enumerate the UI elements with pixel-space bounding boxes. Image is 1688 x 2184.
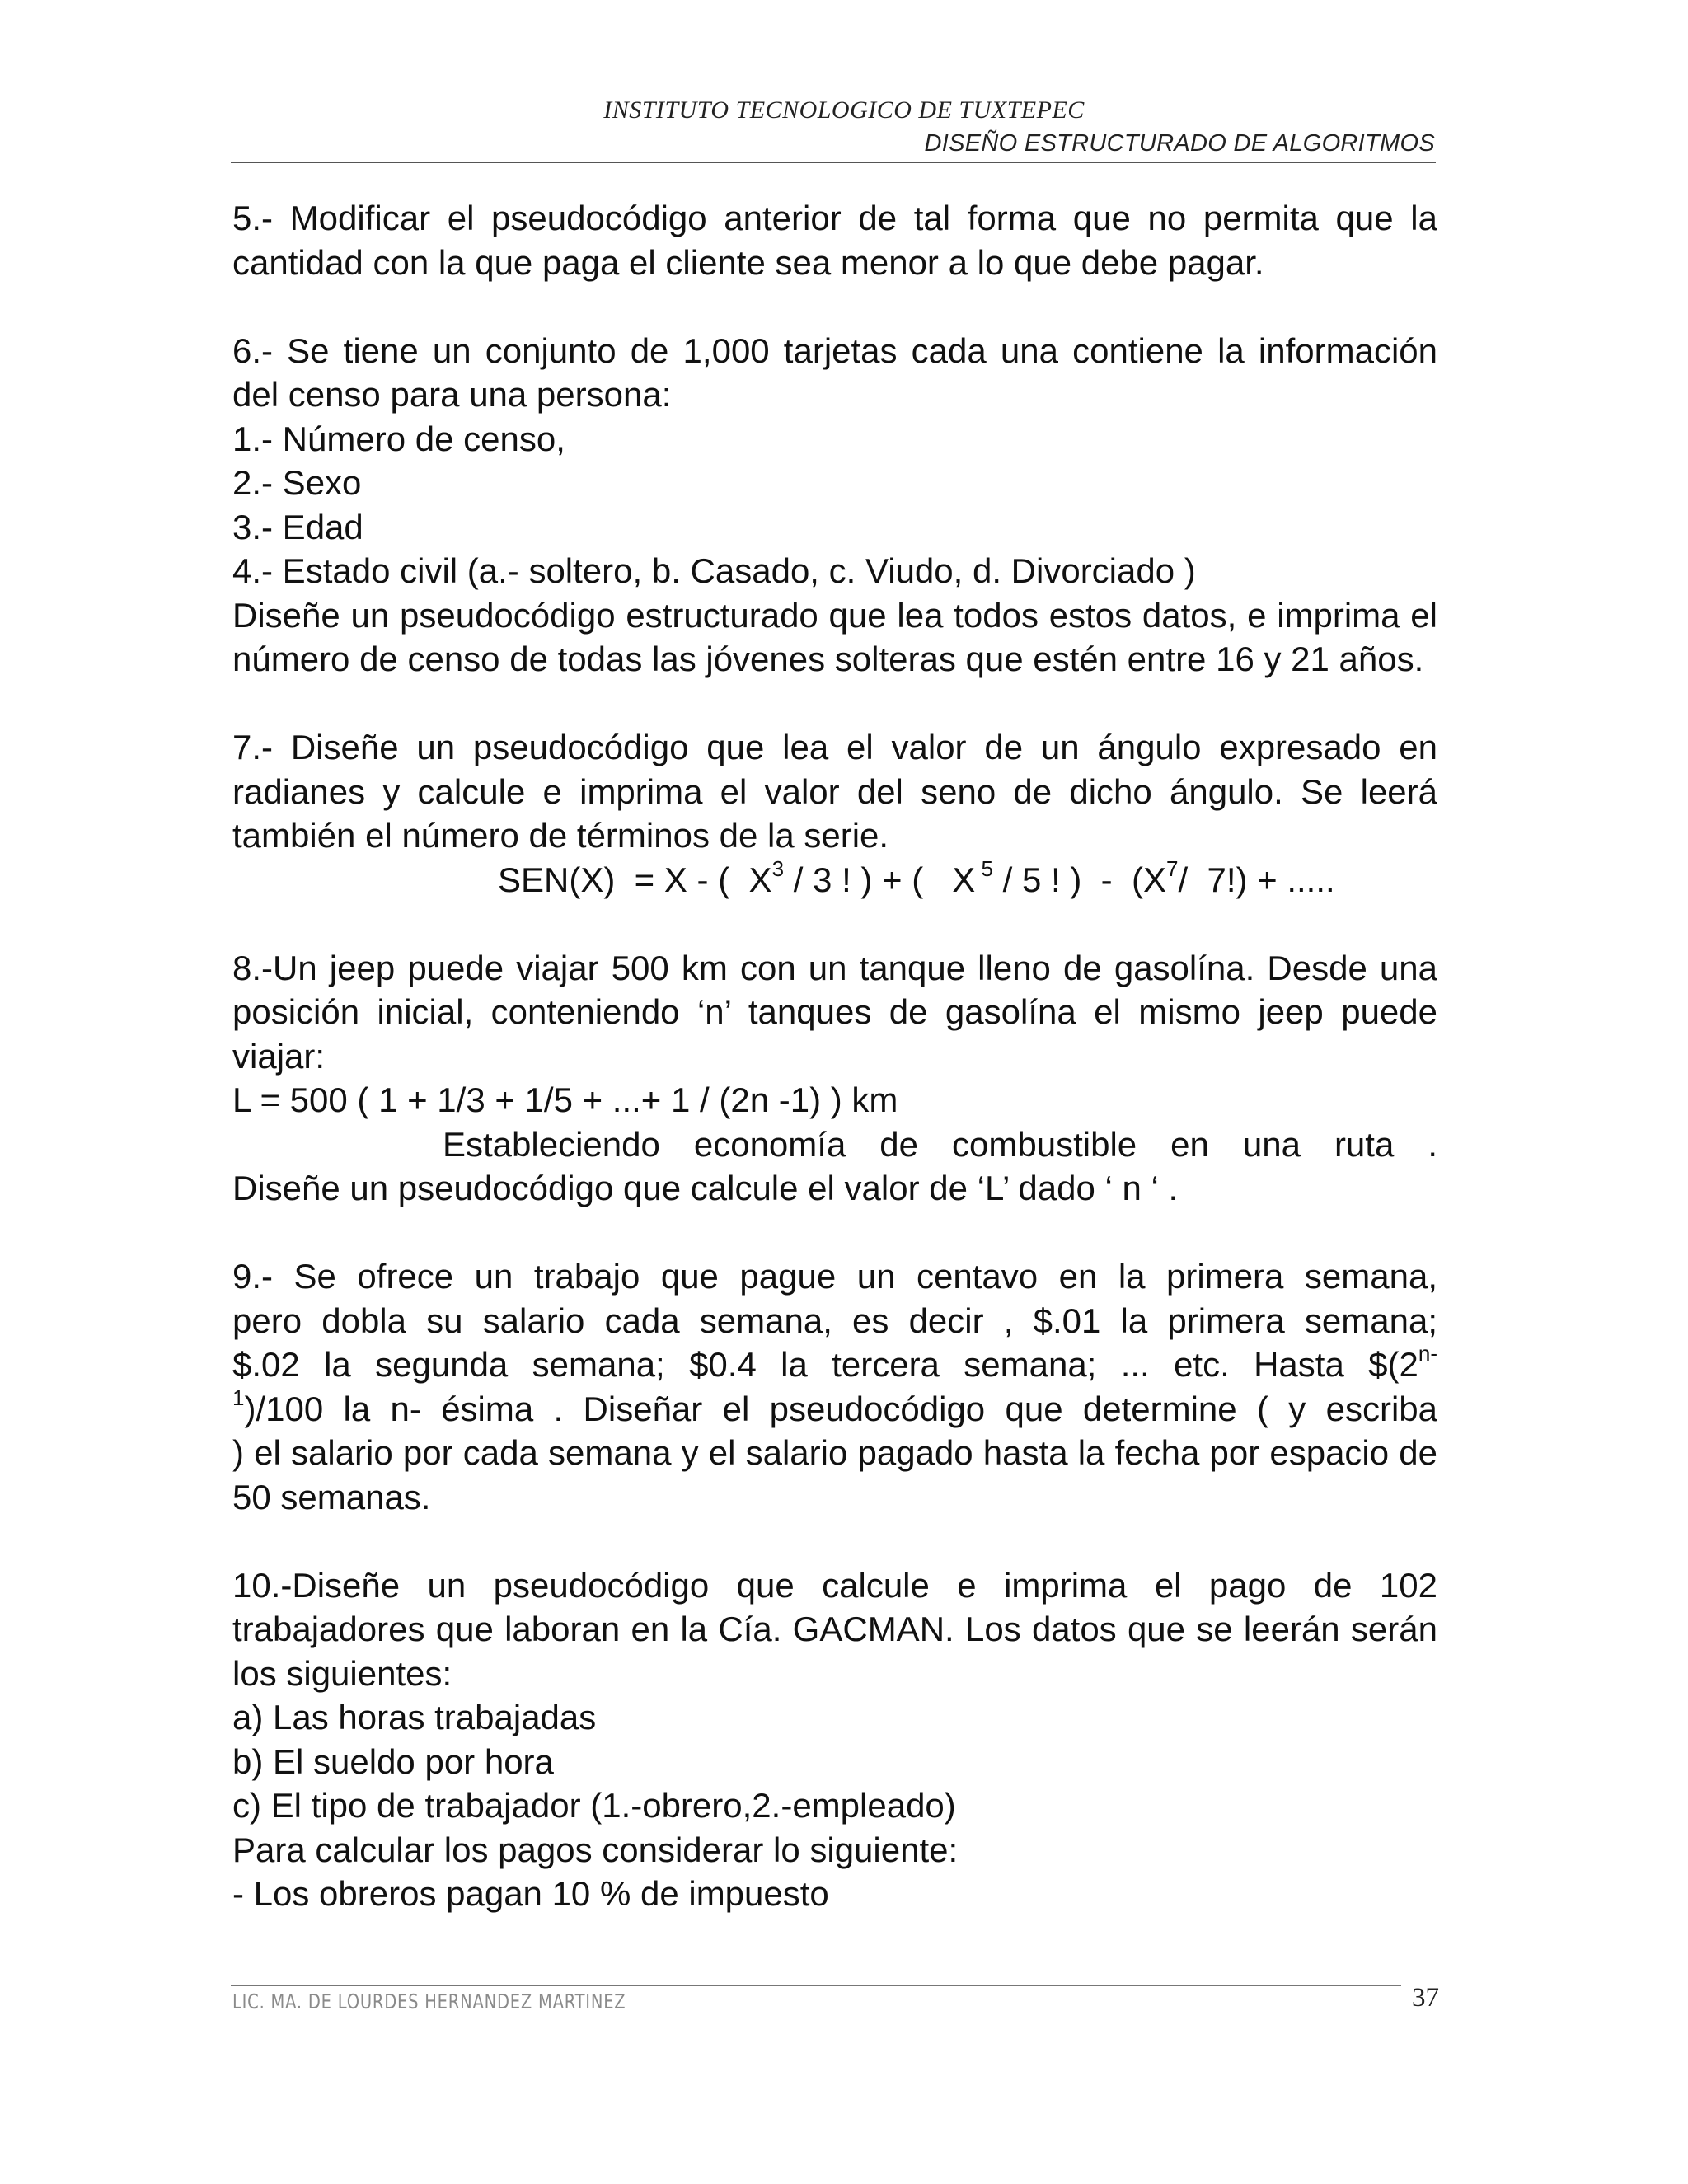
exercise-10-item: Para calcular los pagos considerar lo siguiente: bbox=[232, 1830, 959, 1869]
formula-part: / 3 ! ) + ( X bbox=[784, 860, 976, 899]
formula-exponent: 7 bbox=[1165, 855, 1179, 881]
header-institute: INSTITUTO TECNOLOGICO DE TUXTEPEC bbox=[603, 96, 1085, 124]
exercise-6-task: Diseñe un pseudocódigo estructurado que lea todos estos datos, e imprima el número de censo de todas las jóvenes solteras que estén entre 16 y 21 años. bbox=[232, 595, 1437, 678]
exponent: 1 bbox=[232, 1385, 245, 1410]
exercise-6-intro: 6.- Se tiene un conjunto de 1,000 tarjetas cada una contiene la información del censo para una persona: bbox=[232, 330, 1437, 414]
footer-divider bbox=[231, 1985, 1401, 1986]
exercise-8-intro: 8.-Un jeep puede viajar 500 km con un tanque lleno de gasolína. Desde una posición inicial, conteniendo ‘n’ tanques de gasolína el mismo jeep puede viajar: bbox=[232, 948, 1437, 1076]
formula-exponent: 3 bbox=[771, 855, 785, 881]
header-course-title: DISEÑO ESTRUCTURADO DE ALGORITMOS bbox=[924, 130, 1435, 157]
exercise-9-line bbox=[232, 1343, 1437, 1387]
formula-part: / 7!) + ..... bbox=[1178, 860, 1335, 899]
exercise-10-item: a) Las horas trabajadas bbox=[232, 1698, 597, 1736]
exercise-9-rest: ) el salario por cada semana y el salario pagado hasta la fecha por espacio de 50 semanas. bbox=[232, 1433, 1437, 1516]
exercise-9-line: 9.- Se ofrece un trabajo que pague un centavo en la primera semana, bbox=[232, 1257, 1437, 1296]
sine-series-formula bbox=[232, 855, 1437, 902]
header-divider bbox=[231, 162, 1436, 163]
formula-exponent: 5 bbox=[975, 855, 993, 881]
footer-author: LIC. MA. DE LOURDES HERNANDEZ MARTINEZ bbox=[232, 1990, 626, 2013]
exponent: n- bbox=[1418, 1341, 1437, 1366]
jeep-formula: L = 500 ( 1 + 1/3 + 1/5 + ...+ 1 / (2n -1) ) km bbox=[232, 1080, 898, 1119]
exercise-6-item: 4.- Estado civil (a.- soltero, b. Casado, c. Viudo, d. Divorciado ) bbox=[232, 551, 1196, 590]
exercise-8-line: Diseñe un pseudocódigo que calcule el valor de ‘L’ dado ‘ n ‘ . bbox=[232, 1169, 1179, 1207]
exercise-9-text: )/100 la n- ésima . Diseñar el pseudocódigo que determine ( y escriba bbox=[244, 1389, 1437, 1428]
exercise-9-text: $.02 la segunda semana; $0.4 la tercera semana; ... etc. Hasta $(2 bbox=[232, 1345, 1418, 1384]
formula-part: / 5 ! ) - (X bbox=[992, 860, 1166, 899]
exercise-5: 5.- Modificar el pseudocódigo anterior de tal forma que no permita que la cantidad con la que paga el cliente sea menor a lo que debe pagar. bbox=[232, 199, 1437, 282]
formula-part: SEN(X) = X - ( X bbox=[498, 860, 772, 899]
exercise-7: 7.- Diseñe un pseudocódigo que lea el valor de un ángulo expresado en radianes y calcule e imprima el valor del seno de dicho ángulo. Se leerá también el número de términos de la serie. bbox=[232, 728, 1437, 855]
exercise-6-item: 1.- Número de censo, bbox=[232, 419, 565, 458]
exercise-9-line: pero dobla su salario cada semana, es decir , $.01 la primera semana; bbox=[232, 1301, 1437, 1340]
document-body bbox=[232, 196, 1437, 1916]
exercise-9-line bbox=[232, 1387, 1437, 1432]
exercise-10-intro: 10.-Diseñe un pseudocódigo que calcule e imprima el pago de 102 trabajadores que laboran en la Cía. GACMAN. Los datos que se leerán serán los siguientes: bbox=[232, 1565, 1437, 1693]
exercise-6-item: 2.- Sexo bbox=[232, 463, 362, 502]
exercise-8-line: Estableciendo economía de combustible en una ruta . bbox=[443, 1124, 1437, 1164]
exercise-6-item: 3.- Edad bbox=[232, 507, 363, 546]
exercise-10-item: b) El sueldo por hora bbox=[232, 1741, 554, 1781]
exercise-10-item: c) El tipo de trabajador (1.-obrero,2.-empleado) bbox=[232, 1786, 956, 1825]
page-number: 37 bbox=[1412, 1983, 1439, 2013]
exercise-10-item: - Los obreros pagan 10 % de impuesto bbox=[232, 1874, 829, 1913]
